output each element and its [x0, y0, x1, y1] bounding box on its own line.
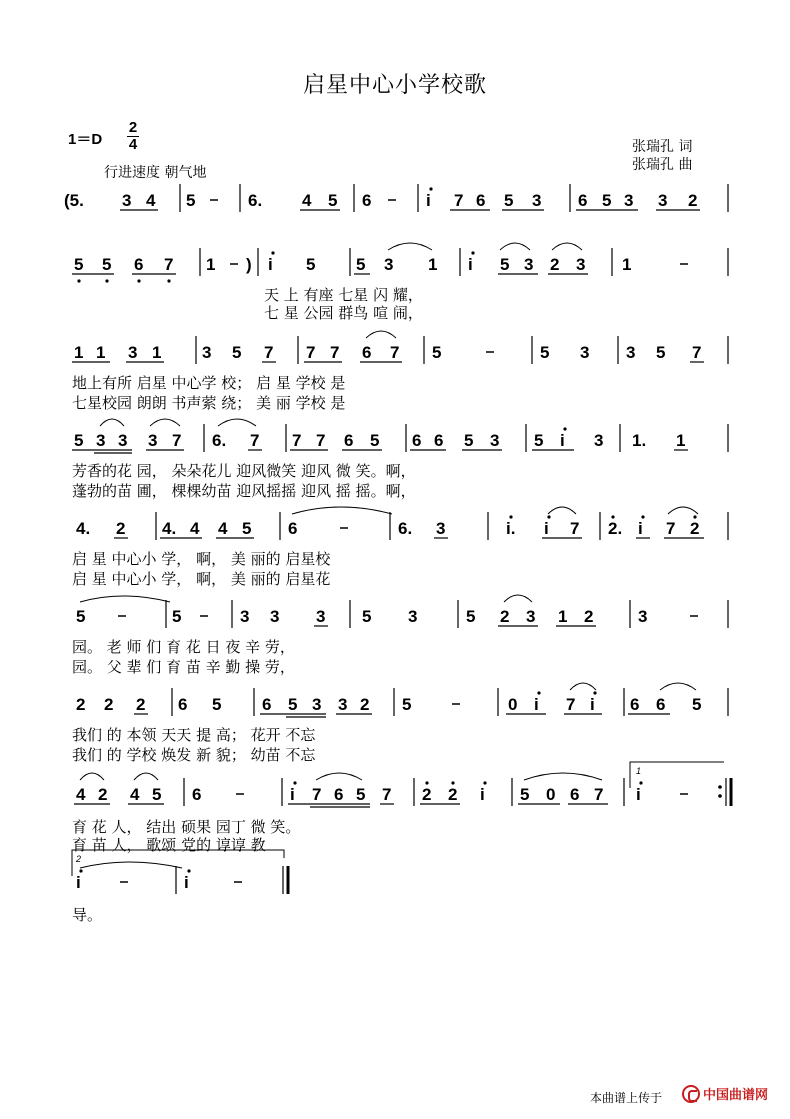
tie	[80, 596, 170, 602]
octave-dot	[593, 691, 596, 694]
note: 3	[624, 191, 634, 210]
note: 3	[148, 431, 158, 450]
note: 3	[316, 607, 326, 626]
song-title: 启星中心小学校歌	[302, 73, 487, 98]
lyric-line: 我们 的 学校 焕发 新 貌； 幼苗 不忘	[72, 746, 316, 764]
slur	[218, 419, 256, 426]
note: 7	[264, 343, 274, 362]
note: 3	[202, 343, 212, 362]
note: 5	[74, 431, 84, 450]
note: 5	[534, 431, 544, 450]
slur	[504, 595, 532, 602]
note: 2	[136, 695, 146, 714]
note: 6	[578, 191, 588, 210]
note: 3	[408, 607, 418, 626]
lyric-line: 育 苗 人， 歌颂 党的 谆谆 教	[72, 836, 266, 854]
repeat-dot	[718, 785, 722, 789]
note: 1	[74, 343, 84, 362]
slur	[668, 507, 698, 514]
note: 6	[178, 695, 188, 714]
note: 3	[118, 431, 128, 450]
note: 3	[626, 343, 636, 362]
note: 7	[594, 785, 604, 804]
note: 3	[576, 255, 586, 274]
lyricist-credit: 张瑞孔 词	[632, 139, 693, 155]
note: 1	[558, 607, 568, 626]
note: 2	[98, 785, 108, 804]
note: i	[184, 873, 189, 892]
tie	[292, 507, 392, 514]
slur	[548, 507, 576, 514]
octave-dot	[105, 279, 108, 282]
composer-credit: 张瑞孔 曲	[632, 157, 693, 173]
octave-dot	[451, 781, 454, 784]
note: 4	[76, 785, 86, 804]
note: 2	[550, 255, 560, 274]
octave-dot	[639, 781, 642, 784]
note: 5	[152, 785, 162, 804]
slur	[134, 773, 158, 780]
note: 4.	[76, 519, 91, 538]
note: 5	[102, 255, 112, 274]
note: 5	[172, 607, 182, 626]
note: 2	[360, 695, 370, 714]
note: 3	[658, 191, 668, 210]
note: 3	[128, 343, 138, 362]
site-logo	[682, 1084, 768, 1103]
octave-dot	[425, 781, 428, 784]
note: 7	[666, 519, 676, 538]
note: 5	[328, 191, 338, 210]
note: 7	[330, 343, 340, 362]
note: 4	[130, 785, 140, 804]
octave-dot	[483, 781, 486, 784]
note: 6	[334, 785, 344, 804]
note: 7	[566, 695, 576, 714]
note: 7	[570, 519, 580, 538]
note: 2	[448, 785, 458, 804]
note: 1	[96, 343, 106, 362]
note: 5	[76, 607, 86, 626]
note: 5	[288, 695, 298, 714]
octave-dot	[563, 427, 566, 430]
note: 5	[186, 191, 196, 210]
octave-dot	[293, 781, 296, 784]
volta-bracket	[630, 762, 724, 788]
slur	[552, 243, 582, 250]
note: i	[268, 255, 273, 274]
slur	[80, 773, 104, 780]
note: i	[560, 431, 565, 450]
note: 1	[676, 431, 686, 450]
lyric-line: 我们 的 本领 天天 提 高； 花开 不忘	[72, 726, 316, 744]
note: 3	[240, 607, 250, 626]
note: 5	[504, 191, 514, 210]
note: 2	[500, 607, 510, 626]
note: 2	[690, 519, 700, 538]
note: 1	[428, 255, 438, 274]
slur	[100, 419, 124, 426]
note: 5	[212, 695, 222, 714]
note: 5	[540, 343, 550, 362]
note: 5	[232, 343, 242, 362]
note: 6	[434, 431, 444, 450]
note: 5	[520, 785, 530, 804]
tie	[80, 862, 182, 868]
note: 6	[476, 191, 486, 210]
note: 1.	[632, 431, 647, 450]
note: 3	[594, 431, 604, 450]
note: 3	[490, 431, 500, 450]
note: 6	[134, 255, 144, 274]
octave-dot	[611, 515, 614, 518]
note: i	[534, 695, 539, 714]
note: i	[590, 695, 595, 714]
note: i	[468, 255, 473, 274]
slur	[524, 773, 602, 780]
note: 3	[270, 607, 280, 626]
note: 6	[288, 519, 298, 538]
note: 4.	[162, 519, 177, 538]
octave-dot	[547, 515, 550, 518]
lyric-line: 园。 老 师 们 育 花 日 夜 辛 劳，	[72, 638, 295, 656]
note: i	[290, 785, 295, 804]
note: 7	[454, 191, 464, 210]
note: 7	[316, 431, 326, 450]
note: 2.	[608, 519, 623, 538]
note: 4	[146, 191, 156, 210]
note: 2	[76, 695, 86, 714]
octave-dot	[429, 187, 432, 190]
note: 7	[312, 785, 322, 804]
slur	[500, 243, 530, 250]
note: 6.	[212, 431, 227, 450]
note: 6	[362, 191, 372, 210]
lyric-line: 地上有所 启星 中心学 校； 启 星 学校 是	[72, 374, 346, 392]
slur	[570, 683, 596, 690]
note: 5	[74, 255, 84, 274]
note: 2	[104, 695, 114, 714]
note: i	[76, 873, 81, 892]
bracket: )	[246, 255, 252, 274]
note: 5	[356, 255, 366, 274]
note: 6.	[248, 191, 263, 210]
note: 5	[656, 343, 666, 362]
note: i	[636, 785, 641, 804]
note: 5	[466, 607, 476, 626]
lyric-line: 园。 父 辈 们 育 苗 辛 勤 操 劳，	[72, 658, 295, 676]
note: 5	[370, 431, 380, 450]
note: 5	[242, 519, 252, 538]
note: 6	[262, 695, 272, 714]
note: 6	[412, 431, 422, 450]
note: 2	[422, 785, 432, 804]
slur	[388, 243, 432, 250]
octave-dot	[471, 251, 474, 254]
lyric-line: 育 花 人， 结出 硕果 园丁 微 笑。	[72, 818, 301, 836]
key-signature: 1＝D	[68, 131, 103, 148]
note: 3	[384, 255, 394, 274]
octave-dot	[271, 251, 274, 254]
intro-paren: (5.	[64, 191, 84, 210]
lyric-line: 导。	[72, 906, 103, 924]
note: i	[544, 519, 549, 538]
slur	[366, 331, 396, 338]
slur	[660, 683, 696, 690]
octave-dot	[77, 279, 80, 282]
note: 3	[338, 695, 348, 714]
note: 7	[164, 255, 174, 274]
note: 7	[390, 343, 400, 362]
note: i	[480, 785, 485, 804]
octave-dot	[137, 279, 140, 282]
note: 6.	[398, 519, 413, 538]
tempo-marking: 行进速度 朝气地	[104, 165, 207, 181]
note: 3	[638, 607, 648, 626]
lyric-line: 芳香的花 园， 朵朵花儿 迎风微笑 迎风 微 笑。啊，	[72, 462, 416, 480]
note: 5	[402, 695, 412, 714]
site-logo-icon	[682, 1085, 700, 1103]
lyric-line: 启 星 中心小 学， 啊， 美 丽的 启星校	[72, 550, 331, 568]
upload-note: 本曲谱上传于	[590, 1091, 663, 1105]
note: 5	[356, 785, 366, 804]
volta-number: 2	[76, 854, 82, 864]
note: i	[638, 519, 643, 538]
octave-dot	[537, 691, 540, 694]
slur	[150, 419, 180, 426]
note: 3	[312, 695, 322, 714]
time-signature-top: 2	[128, 119, 138, 136]
note: 5	[602, 191, 612, 210]
time-signature-bottom: 4	[128, 136, 138, 153]
note: 2	[584, 607, 594, 626]
note: 6	[362, 343, 372, 362]
note: 3	[436, 519, 446, 538]
note: 6	[570, 785, 580, 804]
note: 3	[96, 431, 106, 450]
lyric-line: 七 星 公园 群鸟 喧 闹，	[264, 304, 423, 322]
note: 6	[656, 695, 666, 714]
note: 3	[524, 255, 534, 274]
note: 7	[692, 343, 702, 362]
note: 6	[630, 695, 640, 714]
note: 4	[302, 191, 312, 210]
slur	[316, 773, 362, 780]
note: 6	[344, 431, 354, 450]
note: 4	[190, 519, 200, 538]
note: 7	[292, 431, 302, 450]
note: 0	[546, 785, 556, 804]
octave-dot	[641, 515, 644, 518]
lyric-line: 七星校园 朗朗 书声萦 绕； 美 丽 学校 是	[72, 394, 346, 412]
note: 5	[306, 255, 316, 274]
lyric-line: 天 上 有座 七星 闪 耀，	[264, 286, 423, 304]
note: 3	[580, 343, 590, 362]
note: i	[426, 191, 431, 210]
note: 5	[500, 255, 510, 274]
octave-dot	[509, 515, 512, 518]
note: 1	[622, 255, 632, 274]
note: 7	[306, 343, 316, 362]
note: 3	[532, 191, 542, 210]
note: 7	[382, 785, 392, 804]
note: 2	[688, 191, 698, 210]
note: 4	[218, 519, 228, 538]
note: 5	[432, 343, 442, 362]
note: 3	[526, 607, 536, 626]
octave-dot	[167, 279, 170, 282]
note: 1	[206, 255, 216, 274]
lyric-line: 蓬勃的苗 圃， 棵棵幼苗 迎风摇摇 迎风 摇 摇。啊，	[72, 482, 416, 500]
octave-dot	[79, 869, 82, 872]
site-logo-name: 中国曲谱网	[703, 1088, 769, 1103]
note: 7	[250, 431, 260, 450]
note: 6	[192, 785, 202, 804]
octave-dot	[693, 515, 696, 518]
volta-number: 1	[636, 766, 642, 776]
repeat-dot	[718, 794, 722, 798]
note: 1	[152, 343, 162, 362]
note: i.	[506, 519, 516, 538]
lyric-line: 启 星 中心小 学， 啊， 美 丽的 启星花	[72, 570, 331, 588]
note: 2	[116, 519, 126, 538]
note: 5	[464, 431, 474, 450]
note: 0	[508, 695, 518, 714]
note: 5	[692, 695, 702, 714]
note: 3	[122, 191, 132, 210]
octave-dot	[187, 869, 190, 872]
note: 7	[172, 431, 182, 450]
note: 5	[362, 607, 372, 626]
